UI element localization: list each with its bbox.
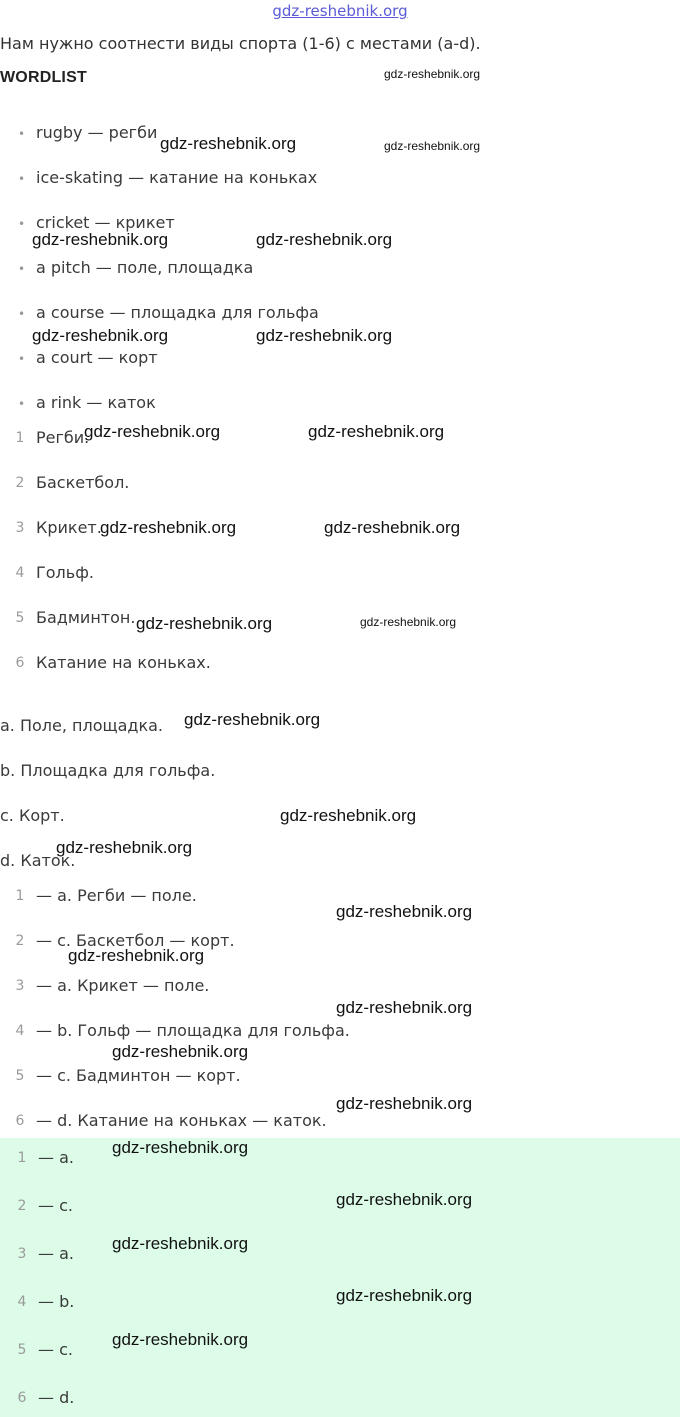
wordlist-item: a course — площадка для гольфа (36, 303, 319, 322)
wordlist-heading: WORDLIST (0, 69, 87, 86)
watermark: gdz-reshebnik.org (136, 614, 273, 633)
site-link[interactable]: gdz-reshebnik.org (272, 2, 408, 20)
wordlist-item: a rink — каток (36, 393, 156, 412)
list-number: 6 (15, 1113, 25, 1129)
answer-item: — a. (38, 1148, 74, 1167)
match-item: — a. Крикет — поле. (36, 976, 210, 995)
watermark: gdz-reshebnik.org (324, 518, 461, 537)
list-number: 6 (17, 1390, 27, 1406)
sport-item: Баскетбол. (36, 473, 130, 492)
sport-item: Катание на коньках. (36, 653, 211, 672)
bullet-icon: • (18, 172, 26, 186)
list-number: 5 (15, 610, 25, 626)
match-item: — c. Баскетбол — корт. (36, 931, 235, 950)
answer-item: — c. (38, 1340, 73, 1359)
list-number: 5 (15, 1068, 25, 1084)
watermark: gdz-reshebnik.org (100, 518, 237, 537)
wordlist-item: rugby — регби (36, 123, 158, 142)
list-number: 4 (17, 1294, 27, 1310)
list-number: 1 (15, 888, 25, 904)
bullet-icon: • (18, 397, 26, 411)
answer-item: — c. (38, 1196, 73, 1215)
watermark: gdz-reshebnik.org (112, 1138, 249, 1157)
bullet-icon: • (18, 262, 26, 276)
list-number: 2 (15, 933, 25, 949)
wordlist-item: cricket — крикет (36, 213, 175, 232)
task-intro: Нам нужно соотнести виды спорта (1-6) с местами (a-d). (0, 34, 481, 53)
watermark: gdz-reshebnik.org (184, 710, 321, 729)
watermark: gdz-reshebnik.org (68, 946, 205, 965)
list-number: 4 (15, 1023, 25, 1039)
match-item: — b. Гольф — площадка для гольфа. (36, 1021, 350, 1040)
sport-item: Гольф. (36, 563, 94, 582)
list-number: 6 (15, 655, 25, 671)
watermark: gdz-reshebnik.org (160, 134, 297, 153)
wordlist-item: a court — корт (36, 348, 158, 367)
wordlist-item: a pitch — поле, площадка (36, 258, 254, 277)
bullet-icon: • (18, 127, 26, 141)
place-item: d. Каток. (0, 851, 76, 870)
wordlist-item: ice-skating — катание на коньках (36, 168, 318, 187)
sport-item: Крикет. (36, 518, 102, 537)
watermark: gdz-reshebnik.org (336, 1286, 473, 1305)
watermark: gdz-reshebnik.org (336, 902, 473, 921)
watermark: gdz-reshebnik.org (112, 1042, 249, 1061)
watermark: gdz-reshebnik.org (308, 422, 445, 441)
place-item: c. Корт. (0, 806, 65, 825)
watermark: gdz-reshebnik.org (280, 806, 417, 825)
list-number: 1 (17, 1150, 27, 1166)
watermark: gdz-reshebnik.org (112, 1234, 249, 1253)
watermark: gdz-reshebnik.org (32, 326, 169, 345)
watermark: gdz-reshebnik.org (360, 615, 457, 629)
watermark: gdz-reshebnik.org (84, 422, 221, 441)
match-item: — a. Регби — поле. (36, 886, 197, 905)
sport-item: Бадминтон. (36, 608, 136, 627)
list-number: 3 (17, 1246, 27, 1262)
watermark: gdz-reshebnik.org (336, 1094, 473, 1113)
list-number: 1 (15, 430, 25, 446)
watermark: gdz-reshebnik.org (384, 139, 481, 153)
bullet-icon: • (18, 307, 26, 321)
answer-item: — b. (38, 1292, 75, 1311)
match-item: — d. Катание на коньках — каток. (36, 1111, 327, 1130)
place-item: b. Площадка для гольфа. (0, 761, 216, 780)
watermark: gdz-reshebnik.org (336, 1190, 473, 1209)
place-item: a. Поле, площадка. (0, 716, 164, 735)
match-item: — c. Бадминтон — корт. (36, 1066, 241, 1085)
watermark: gdz-reshebnik.org (384, 67, 481, 81)
answer-box (0, 1138, 680, 1417)
list-number: 3 (15, 978, 25, 994)
sport-item: Регби. (36, 428, 90, 447)
list-number: 2 (17, 1198, 27, 1214)
bullet-icon: • (18, 352, 26, 366)
list-number: 5 (17, 1342, 27, 1358)
watermark: gdz-reshebnik.org (256, 230, 393, 249)
watermark: gdz-reshebnik.org (112, 1330, 249, 1349)
watermark: gdz-reshebnik.org (336, 998, 473, 1017)
watermark: gdz-reshebnik.org (56, 838, 193, 857)
watermark: gdz-reshebnik.org (256, 326, 393, 345)
watermark: gdz-reshebnik.org (32, 230, 169, 249)
list-number: 2 (15, 475, 25, 491)
answer-item: — a. (38, 1244, 74, 1263)
list-number: 4 (15, 565, 25, 581)
list-number: 3 (15, 520, 25, 536)
answer-item: — d. (38, 1388, 75, 1407)
bullet-icon: • (18, 217, 26, 231)
